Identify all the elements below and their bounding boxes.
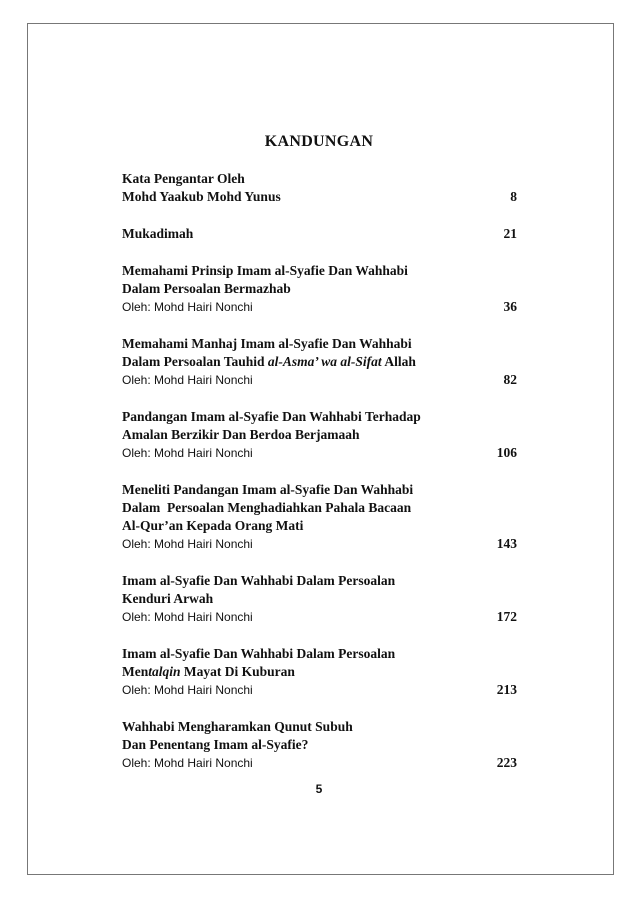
entry-page-number: 82 bbox=[503, 372, 517, 387]
entry-row bbox=[122, 681, 517, 699]
entry-page-number: 213 bbox=[496, 682, 517, 697]
entry-title-line: Memahami Prinsip Imam al-Syafie Dan Wahhabi bbox=[122, 263, 408, 278]
entry-title-italic: talqin bbox=[148, 664, 181, 679]
entry-title-line: Meneliti Pandangan Imam al-Syafie Dan Wahhabi bbox=[122, 482, 414, 497]
entry-title-line: Pandangan Imam al-Syafie Dan Wahhabi Terhadap bbox=[122, 409, 421, 424]
entry-author: Oleh: Mohd Hairi Nonchi bbox=[122, 756, 253, 770]
entry-page-number: 8 bbox=[510, 189, 517, 204]
entry-title-line bbox=[122, 663, 517, 681]
entry-page-number: 172 bbox=[496, 609, 517, 624]
entry-row bbox=[122, 608, 517, 626]
entry-title-line bbox=[122, 353, 517, 371]
entry-page-number: 223 bbox=[496, 755, 517, 770]
entry-author: Oleh: Mohd Hairi Nonchi bbox=[122, 537, 253, 551]
toc-entry bbox=[122, 262, 517, 316]
entry-title-line: Memahami Manhaj Imam al-Syafie Dan Wahhabi bbox=[122, 336, 412, 351]
entry-title-line: Kenduri Arwah bbox=[122, 591, 214, 606]
entry-title-line: Dan Penentang Imam al-Syafie? bbox=[122, 737, 309, 752]
entry-title-line: Al-Qur’an Kepada Orang Mati bbox=[122, 518, 304, 533]
entry-title-line: Dalam Persoalan Bermazhab bbox=[122, 281, 291, 296]
toc-entry bbox=[122, 572, 517, 626]
entry-author: Oleh: Mohd Hairi Nonchi bbox=[122, 610, 253, 624]
entry-row bbox=[122, 754, 517, 772]
entry-page-number: 106 bbox=[496, 445, 517, 460]
entry-row bbox=[122, 535, 517, 553]
entry-title-line: Kata Pengantar Oleh bbox=[122, 171, 245, 186]
toc-entry bbox=[122, 225, 517, 243]
entry-title-line: Dalam Persoalan Menghadiahkan Pahala Bacaan bbox=[122, 500, 412, 515]
entry-author: Oleh: Mohd Hairi Nonchi bbox=[122, 300, 253, 314]
page-title: KANDUNGAN bbox=[264, 133, 374, 150]
entry-title-text: Mayat Di Kuburan bbox=[180, 664, 295, 679]
toc-entry bbox=[122, 408, 517, 462]
entry-row bbox=[122, 298, 517, 316]
entry-row bbox=[122, 188, 517, 206]
entry-title-line: Wahhabi Mengharamkan Qunut Subuh bbox=[122, 719, 353, 734]
toc-entry bbox=[122, 170, 517, 206]
entry-title-text: Allah bbox=[381, 354, 416, 369]
entry-title-italic: al-Asma’ wa al-Sifat bbox=[267, 354, 382, 369]
toc-entry bbox=[122, 718, 517, 772]
entry-page-number: 36 bbox=[503, 299, 517, 314]
toc-entry bbox=[122, 335, 517, 389]
entry-title-line: Amalan Berzikir Dan Berdoa Berjamaah bbox=[122, 427, 360, 442]
entry-row bbox=[122, 225, 517, 243]
entry-page-number: 143 bbox=[496, 536, 517, 551]
entry-author: Oleh: Mohd Hairi Nonchi bbox=[122, 373, 253, 387]
entry-author: Oleh: Mohd Hairi Nonchi bbox=[122, 446, 253, 460]
entry-title-line: Imam al-Syafie Dan Wahhabi Dalam Persoalan bbox=[122, 646, 396, 661]
table-of-contents bbox=[122, 170, 517, 791]
entry-title-line: Imam al-Syafie Dan Wahhabi Dalam Persoalan bbox=[122, 573, 396, 588]
entry-row bbox=[122, 444, 517, 462]
toc-entry bbox=[122, 645, 517, 699]
entry-page-number: 21 bbox=[503, 226, 517, 241]
entry-title-text: Men bbox=[122, 664, 149, 679]
entry-title-text: Dalam Persoalan Tauhid bbox=[122, 354, 268, 369]
entry-title-line: Mohd Yaakub Mohd Yunus bbox=[122, 189, 281, 204]
entry-author: Oleh: Mohd Hairi Nonchi bbox=[122, 683, 253, 697]
page-number: 5 bbox=[315, 782, 323, 796]
entry-title-line: Mukadimah bbox=[122, 226, 194, 241]
toc-entry bbox=[122, 481, 517, 553]
entry-row bbox=[122, 371, 517, 389]
